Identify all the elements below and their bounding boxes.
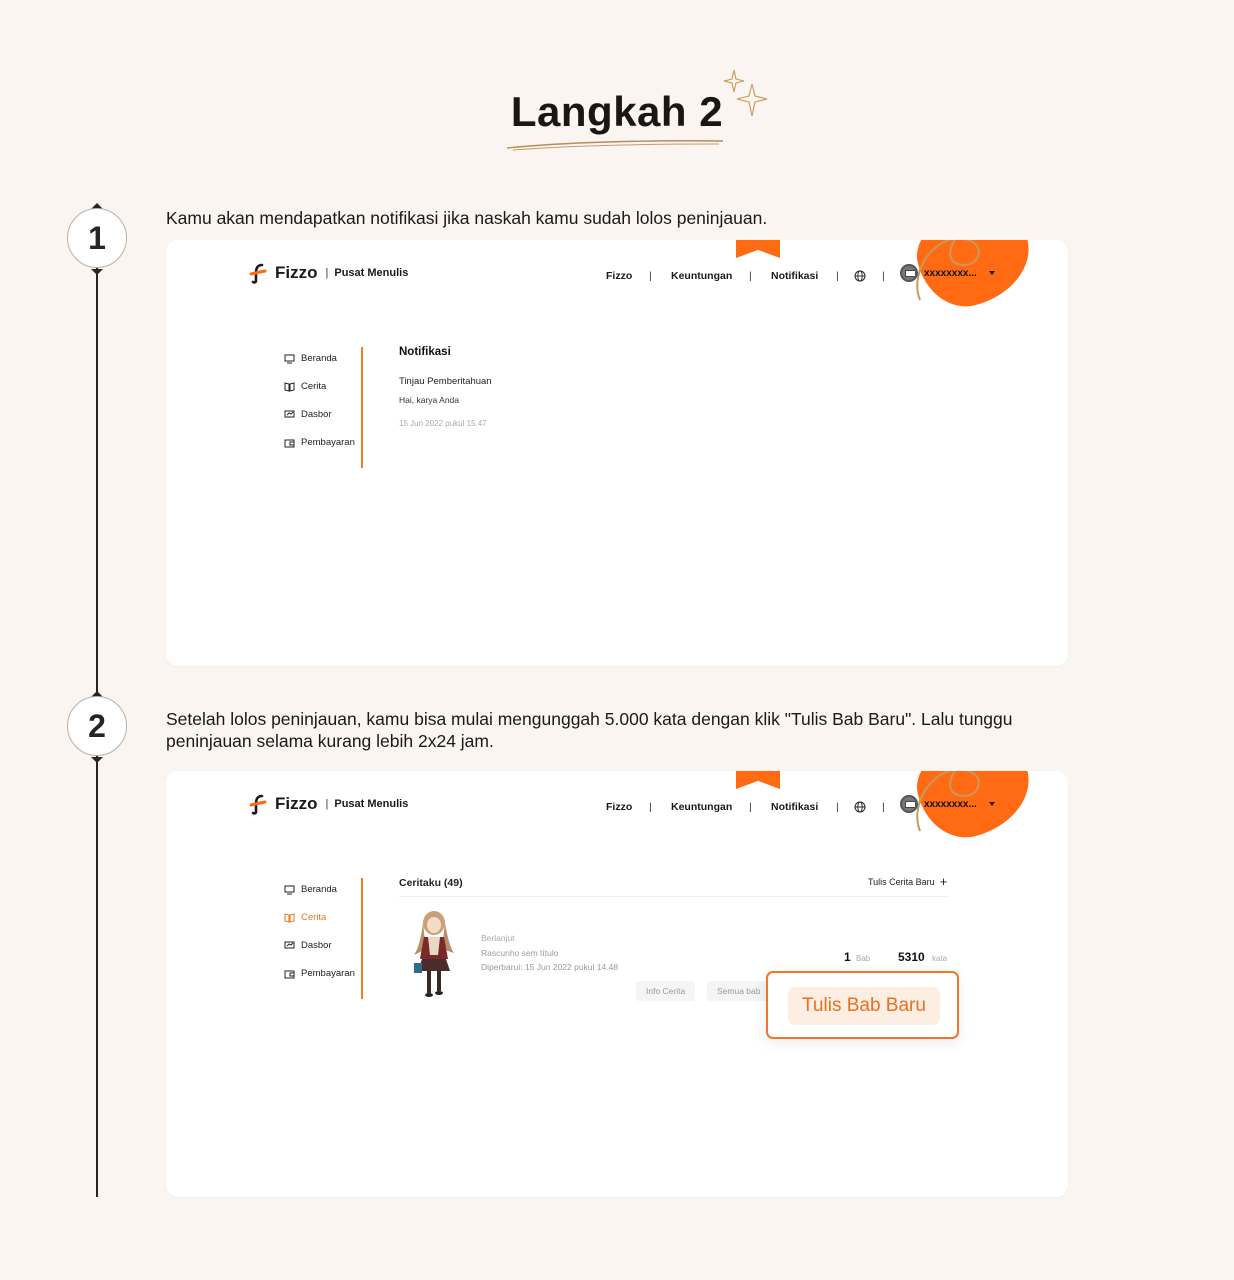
sidebar-item-pembayaran[interactable] <box>284 428 364 456</box>
nav-fizzo[interactable]: Fizzo <box>606 270 633 282</box>
logo-text: Fizzo <box>275 263 318 282</box>
cta-highlight <box>766 971 959 1039</box>
sparkle-icon <box>722 68 772 120</box>
word-count: 5310 <box>898 950 925 964</box>
notification-date: 15 Jun 2022 pukul 15.47 <box>399 419 487 428</box>
globe-icon[interactable] <box>854 270 866 282</box>
logo-subtitle: Pusat Menulis <box>334 267 409 279</box>
screenshot-stories <box>166 771 1068 1197</box>
notification-message: Hai, karya Anda <box>399 395 460 405</box>
plus-icon: + <box>939 874 948 889</box>
bookmark-ribbon <box>736 240 780 258</box>
step-1-text: Kamu akan mendapatkan notifikasi jika naskah kamu sudah lolos peninjauan. <box>166 208 768 228</box>
nav-separator: | <box>649 801 652 813</box>
dashboard-icon <box>284 940 295 951</box>
logo-separator: | <box>325 798 329 810</box>
chevron-down-icon <box>989 802 995 806</box>
sidebar <box>284 875 364 987</box>
sidebar-item-label: Beranda <box>301 352 337 364</box>
sidebar-item-pembayaran[interactable] <box>284 959 364 987</box>
notification-title[interactable]: Tinjau Pemberitahuan <box>399 376 492 387</box>
avatar <box>900 795 918 813</box>
my-stories-heading: Ceritaku (49) <box>399 877 463 889</box>
avatar <box>900 264 918 282</box>
wallet-icon <box>284 437 295 448</box>
sidebar-item-dasbor[interactable] <box>284 931 364 959</box>
all-chapters-button[interactable]: Semua bab <box>707 981 770 1001</box>
step-1-badge: 1 <box>67 208 127 268</box>
wallet-icon <box>284 968 295 979</box>
sidebar-item-label: Cerita <box>301 380 327 392</box>
sidebar-item-label: Beranda <box>301 883 337 895</box>
chevron-down-icon <box>989 271 995 275</box>
title-underline <box>505 136 727 154</box>
nav-separator: | <box>836 270 839 282</box>
word-unit: kata <box>932 954 948 963</box>
nav-keuntungan[interactable]: Keuntungan <box>671 801 733 813</box>
sidebar-item-cerita[interactable] <box>284 372 364 400</box>
new-story-label: Tulis Cerita Baru <box>868 877 935 887</box>
step-2-text: Setelah lolos peninjauan, kamu bisa mulai mengunggah 5.000 kata dengan klik "Tulis Bab Baru". Lalu tunggu peninjauan selama kurang lebih 2x24 jam. <box>166 709 1013 751</box>
logo-text: Fizzo <box>275 794 318 813</box>
nav-separator: | <box>649 270 652 282</box>
nav-separator: | <box>836 801 839 813</box>
monitor-icon <box>284 884 295 895</box>
write-new-chapter-button[interactable]: Tulis Bab Baru <box>788 987 940 1025</box>
step-2-badge: 2 <box>67 696 127 756</box>
sidebar-item-beranda[interactable] <box>284 875 364 903</box>
sidebar-item-label: Cerita <box>301 911 327 923</box>
nav-keuntungan[interactable]: Keuntungan <box>671 270 733 282</box>
nav-separator: | <box>749 801 752 813</box>
user-menu[interactable] <box>900 264 995 282</box>
story-status: Berlanjut <box>481 933 515 943</box>
story-name[interactable]: Rascunho sem título <box>481 948 559 958</box>
sidebar-divider <box>361 347 363 468</box>
sidebar-item-label: Pembayaran <box>301 436 355 448</box>
screenshot-notifications <box>166 240 1068 666</box>
sidebar-item-cerita[interactable] <box>284 903 364 931</box>
logo-subtitle: Pusat Menulis <box>334 798 409 810</box>
bookmark-ribbon <box>736 771 780 789</box>
nav-notifikasi[interactable]: Notifikasi <box>771 801 819 813</box>
user-menu[interactable] <box>900 795 995 813</box>
sidebar-item-dasbor[interactable] <box>284 400 364 428</box>
user-name: xxxxxxxx... <box>924 798 977 810</box>
notifications-heading: Notifikasi <box>399 346 451 358</box>
divider <box>399 896 949 897</box>
story-info-button[interactable]: Info Cerita <box>636 981 695 1001</box>
new-story-button[interactable] <box>868 874 948 889</box>
page-title: Langkah 2 <box>510 88 724 135</box>
book-icon <box>284 912 295 923</box>
sidebar-item-beranda[interactable] <box>284 344 364 372</box>
story-cover-image[interactable] <box>404 909 462 1001</box>
sidebar-item-label: Pembayaran <box>301 967 355 979</box>
chapter-count: 1 <box>844 950 851 964</box>
book-icon <box>284 381 295 392</box>
sidebar-item-label: Dasbor <box>301 939 332 951</box>
sidebar-divider <box>361 878 363 999</box>
logo-separator: | <box>325 267 329 279</box>
timeline-arrow-down <box>91 757 103 763</box>
globe-icon[interactable] <box>854 801 866 813</box>
nav-separator: | <box>749 270 752 282</box>
dashboard-icon <box>284 409 295 420</box>
monitor-icon <box>284 353 295 364</box>
user-name: xxxxxxxx... <box>924 267 977 279</box>
nav-separator: | <box>882 270 885 282</box>
nav-fizzo[interactable]: Fizzo <box>606 801 633 813</box>
chapter-unit: Bab <box>856 954 871 963</box>
sidebar-item-label: Dasbor <box>301 408 332 420</box>
timeline-arrow-down <box>91 269 103 275</box>
nav-notifikasi[interactable]: Notifikasi <box>771 270 819 282</box>
story-updated: Diperbarui: 15 Jun 2022 pukul 14.48 <box>481 962 619 972</box>
nav-separator: | <box>882 801 885 813</box>
sidebar <box>284 344 364 456</box>
